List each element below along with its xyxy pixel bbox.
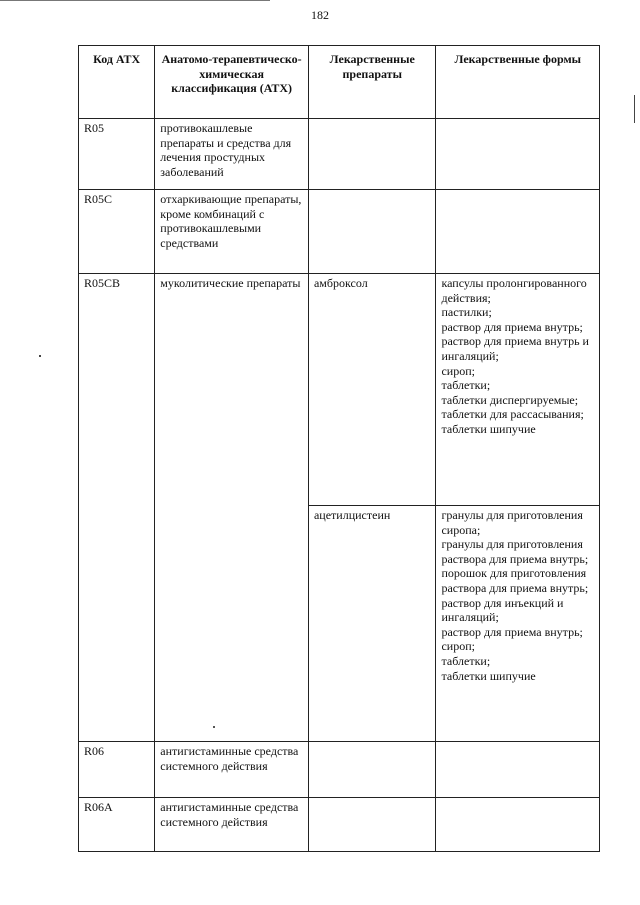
dosage-form: таблетки для рассасывания; bbox=[441, 407, 584, 422]
dosage-form: таблетки шипучие bbox=[441, 668, 536, 683]
cell-classification: антигистаминные средства системного действия bbox=[155, 798, 309, 852]
header-drugs: Лекарственные препараты bbox=[308, 46, 436, 119]
cell-drug: амброксол bbox=[308, 274, 436, 506]
cell-code: R06 bbox=[79, 742, 155, 798]
dosage-form: таблетки диспергируемые; bbox=[441, 392, 579, 407]
header-code: Код АТХ bbox=[79, 46, 155, 119]
scan-artifact-mark bbox=[634, 95, 635, 123]
table-row bbox=[79, 119, 600, 190]
cell-classification: отхаркивающие препараты, кроме комбинаций с противокашлевыми средствами bbox=[155, 190, 309, 274]
cell-drug bbox=[308, 742, 436, 798]
cell-drug bbox=[308, 190, 436, 274]
dosage-form: капсулы пролонгированного действия; bbox=[441, 276, 587, 305]
table-row bbox=[79, 742, 600, 798]
cell-drug bbox=[308, 798, 436, 852]
cell-classification: антигистаминные средства системного действия bbox=[155, 742, 309, 798]
dosage-form: таблетки; bbox=[441, 378, 491, 393]
cell-forms bbox=[436, 798, 600, 852]
cell-drug: ацетилцистеин bbox=[308, 506, 436, 742]
cell-drug bbox=[308, 119, 436, 190]
dosage-form: раствор для приема внутрь и ингаляций; bbox=[441, 334, 589, 363]
cell-forms bbox=[436, 119, 600, 190]
cell-code: R06A bbox=[79, 798, 155, 852]
cell-forms bbox=[436, 506, 600, 742]
scan-artifact-line bbox=[0, 0, 270, 1]
dosage-form: таблетки шипучие bbox=[441, 421, 536, 436]
cell-code: R05C bbox=[79, 190, 155, 274]
cell-code: R05CB bbox=[79, 274, 155, 742]
atx-table bbox=[78, 45, 600, 852]
dosage-form: сироп; bbox=[441, 363, 475, 378]
dosage-form: гранулы для приготовления раствора для приема внутрь; bbox=[441, 537, 589, 566]
dosage-form: порошок для приготовления раствора для приема внутрь; bbox=[441, 566, 589, 595]
dosage-form: сироп; bbox=[441, 639, 475, 654]
dosage-form: пастилки; bbox=[441, 305, 492, 320]
cell-forms bbox=[436, 742, 600, 798]
cell-forms bbox=[436, 274, 600, 506]
page-number: 182 bbox=[311, 8, 329, 22]
cell-code: R05 bbox=[79, 119, 155, 190]
cell-classification: противокашлевые препараты и средства для лечения простудных заболеваний bbox=[155, 119, 309, 190]
cell-forms bbox=[436, 190, 600, 274]
header-classification: Анатомо-терапевтическо-химическая классификация (АТХ) bbox=[155, 46, 309, 119]
table-row bbox=[79, 798, 600, 852]
dosage-form: раствор для инъекций и ингаляций; bbox=[441, 595, 564, 625]
scan-artifact-dot bbox=[39, 355, 41, 357]
dosage-form: гранулы для приготовления сиропа; bbox=[441, 508, 583, 537]
dosage-form: таблетки; bbox=[441, 653, 491, 668]
table-row bbox=[79, 274, 600, 506]
table-row bbox=[79, 190, 600, 274]
header-forms: Лекарственные формы bbox=[436, 46, 600, 119]
dosage-form: раствор для приема внутрь; bbox=[441, 624, 583, 639]
cell-classification: муколитические препараты bbox=[155, 274, 309, 742]
dosage-form: раствор для приема внутрь; bbox=[441, 319, 583, 334]
table-header-row bbox=[79, 46, 600, 119]
